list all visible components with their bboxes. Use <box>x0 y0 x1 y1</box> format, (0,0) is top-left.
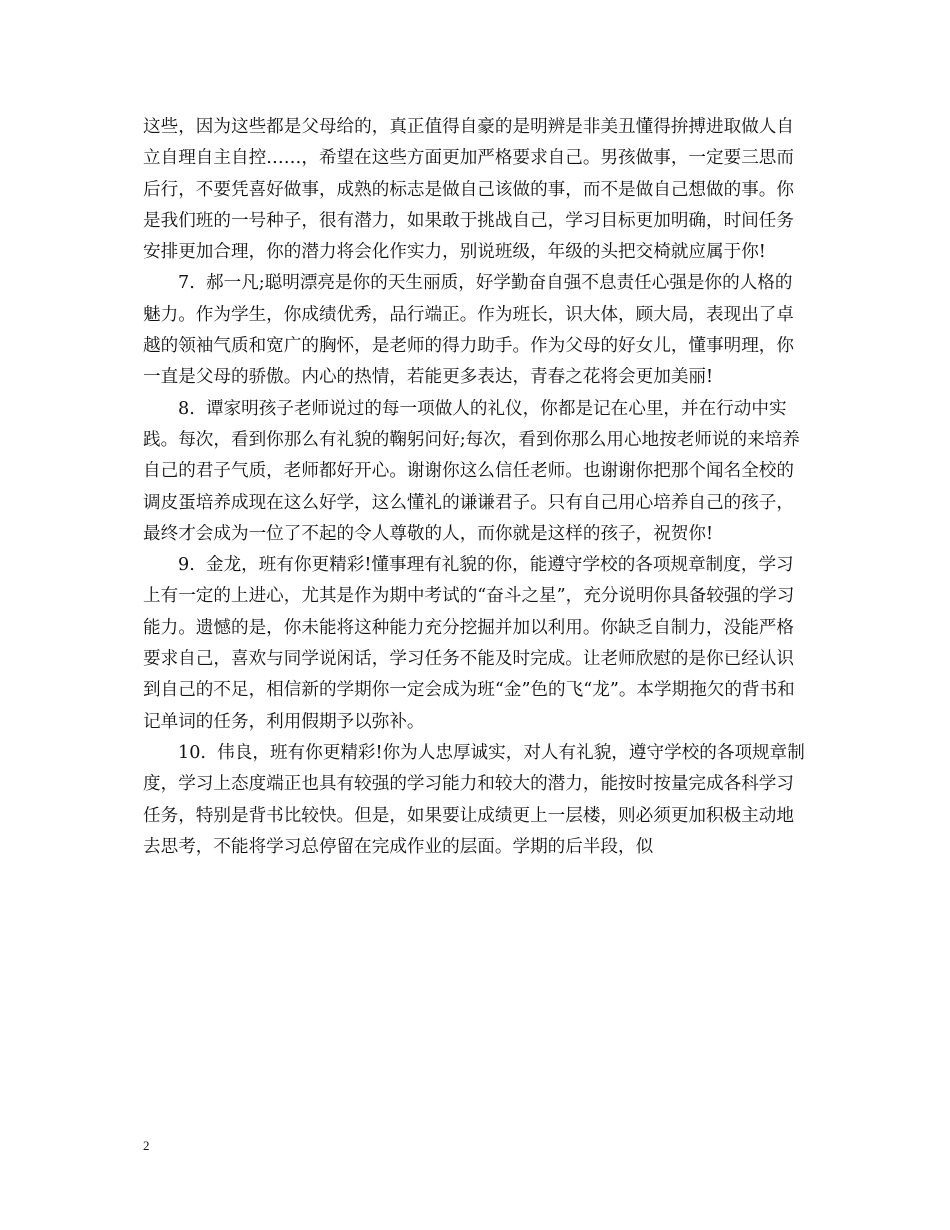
paragraph-item-9: 9. 金龙，班有你更精彩!懂事理有礼貌的你，能遵守学校的各项规章制度，学习上有一定的上进心，尤其是作为期中考试的“奋斗之星”，充分说明你具备较强的学习能力。遗憾的是，你未能将这种能力充分挖掘并加以利用。你缺乏自制力，没能严格要求自己，喜欢与同学说闲话，学习任务不能及时完成。让老师欣慰的是你已经认识到自己的不足，相信新的学期你一定会成为班“金”色的飞“龙”。本学期拖欠的背书和记单词的任务，利用假期予以弥补。 <box>143 555 795 732</box>
page-number: 2 <box>143 1138 150 1153</box>
paragraph-item-8: 8. 谭家明孩子老师说过的每一项做人的礼仪，你都是记在心里，并在行动中实践。每次，看到你那么有礼貌的鞠躬问好;每次，看到你那么用心地按老师说的来培养自己的君子气质，老师都好开心。谢谢你这么信任老师。也谢谢你把那个闻名全校的调皮蛋培养成现在这么好学，这么懂礼的谦谦君子。只有自己用心培养自己的孩子，最终才会成为一位了不起的令人尊敬的人，而你就是这样的孩子，祝贺你! <box>143 398 800 544</box>
paragraph-continuation: 这些，因为这些都是父母给的，真正值得自豪的是明辨是非美丑懂得拚搏进取做人自立自理自主自控……，希望在这些方面更加严格要求自己。男孩做事，一定要三思而后行，不要凭喜好做事，成熟的标志是做自己该做的事，而不是做自己想做的事。你是我们班的一号种子，很有潜力，如果敢于挑战自己，学习目标更加明确，时间任务安排更加合理，你的潜力将会化作实力，别说班级，年级的头把交椅就应属于你! <box>143 117 794 263</box>
paragraph-item-7: 7. 郝一凡;聪明漂亮是你的天生丽质，好学勤奋自强不息责任心强是你的人格的魅力。作为学生，你成绩优秀，品行端正。作为班长，识大体，顾大局，表现出了卓越的领袖气质和宽广的胸怀，是老师的得力助手。作为父母的好女儿，懂事明理，你一直是父母的骄傲。内心的热情，若能更多表达，青春之花将会更加美丽! <box>143 273 794 388</box>
body-text <box>143 112 810 863</box>
paragraph-item-10: 10. 伟良，班有你更精彩!你为人忠厚诚实，对人有礼貌，遵守学校的各项规章制度，学习上态度端正也具有较强的学习能力和较大的潜力，能按时按量完成各科学习任务，特别是背书比较快。但是，如果要让成绩更上一层楼，则必须更加积极主动地去思考，不能将学习总停留在完成作业的层面。学期的后半段，似 <box>143 742 805 857</box>
